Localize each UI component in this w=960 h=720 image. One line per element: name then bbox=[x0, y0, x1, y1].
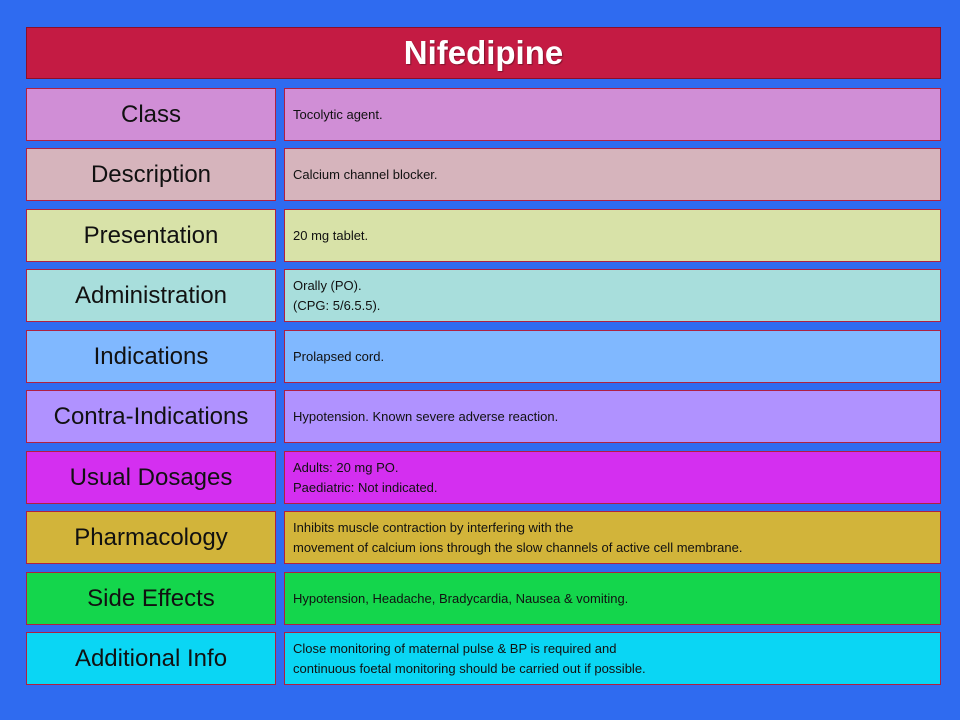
row-value bbox=[284, 632, 941, 685]
row-contra-indications bbox=[26, 390, 941, 443]
row-value bbox=[284, 511, 941, 564]
row-value bbox=[284, 390, 941, 443]
row-value bbox=[284, 209, 941, 262]
row-label: Class bbox=[26, 88, 276, 141]
row-value bbox=[284, 572, 941, 625]
row-value bbox=[284, 148, 941, 201]
value-line: Hypotension, Headache, Bradycardia, Nausea & vomiting. bbox=[293, 590, 629, 606]
row-pharmacology bbox=[26, 511, 941, 564]
value-line: Hypotension. Known severe adverse reaction. bbox=[293, 408, 559, 424]
row-class bbox=[26, 88, 941, 141]
row-value bbox=[284, 330, 941, 383]
title-bar bbox=[26, 27, 941, 79]
row-label: Indications bbox=[26, 330, 276, 383]
row-value bbox=[284, 88, 941, 141]
value-line: 20 mg tablet. bbox=[293, 227, 369, 243]
value-line: Paediatric: Not indicated. bbox=[293, 479, 438, 495]
row-additional-info bbox=[26, 632, 941, 685]
row-value bbox=[284, 451, 941, 504]
value-line: continuous foetal monitoring should be carried out if possible. bbox=[293, 660, 646, 676]
value-line: Close monitoring of maternal pulse & BP is required and bbox=[293, 640, 617, 656]
row-label: Description bbox=[26, 148, 276, 201]
row-administration bbox=[26, 269, 941, 322]
value-line: movement of calcium ions through the slow channels of active cell membrane. bbox=[293, 539, 743, 555]
value-line: Orally (PO). bbox=[293, 277, 362, 293]
value-line: Calcium channel blocker. bbox=[293, 166, 438, 182]
row-usual-dosages bbox=[26, 451, 941, 504]
row-label: Presentation bbox=[26, 209, 276, 262]
value-line: Prolapsed cord. bbox=[293, 348, 385, 364]
row-side-effects bbox=[26, 572, 941, 625]
row-label: Usual Dosages bbox=[26, 451, 276, 504]
row-presentation bbox=[26, 209, 941, 262]
page-title: Nifedipine bbox=[403, 34, 564, 71]
row-label: Administration bbox=[26, 269, 276, 322]
row-label: Additional Info bbox=[26, 632, 276, 685]
row-indications bbox=[26, 330, 941, 383]
row-description bbox=[26, 148, 941, 201]
row-label: Contra-Indications bbox=[26, 390, 276, 443]
row-value bbox=[284, 269, 941, 322]
value-line: Inhibits muscle contraction by interfering with the bbox=[293, 519, 574, 535]
row-label: Pharmacology bbox=[26, 511, 276, 564]
value-line: Adults: 20 mg PO. bbox=[293, 459, 399, 475]
value-line: Tocolytic agent. bbox=[293, 106, 383, 122]
value-line: (CPG: 5/6.5.5). bbox=[293, 297, 381, 313]
row-label: Side Effects bbox=[26, 572, 276, 625]
